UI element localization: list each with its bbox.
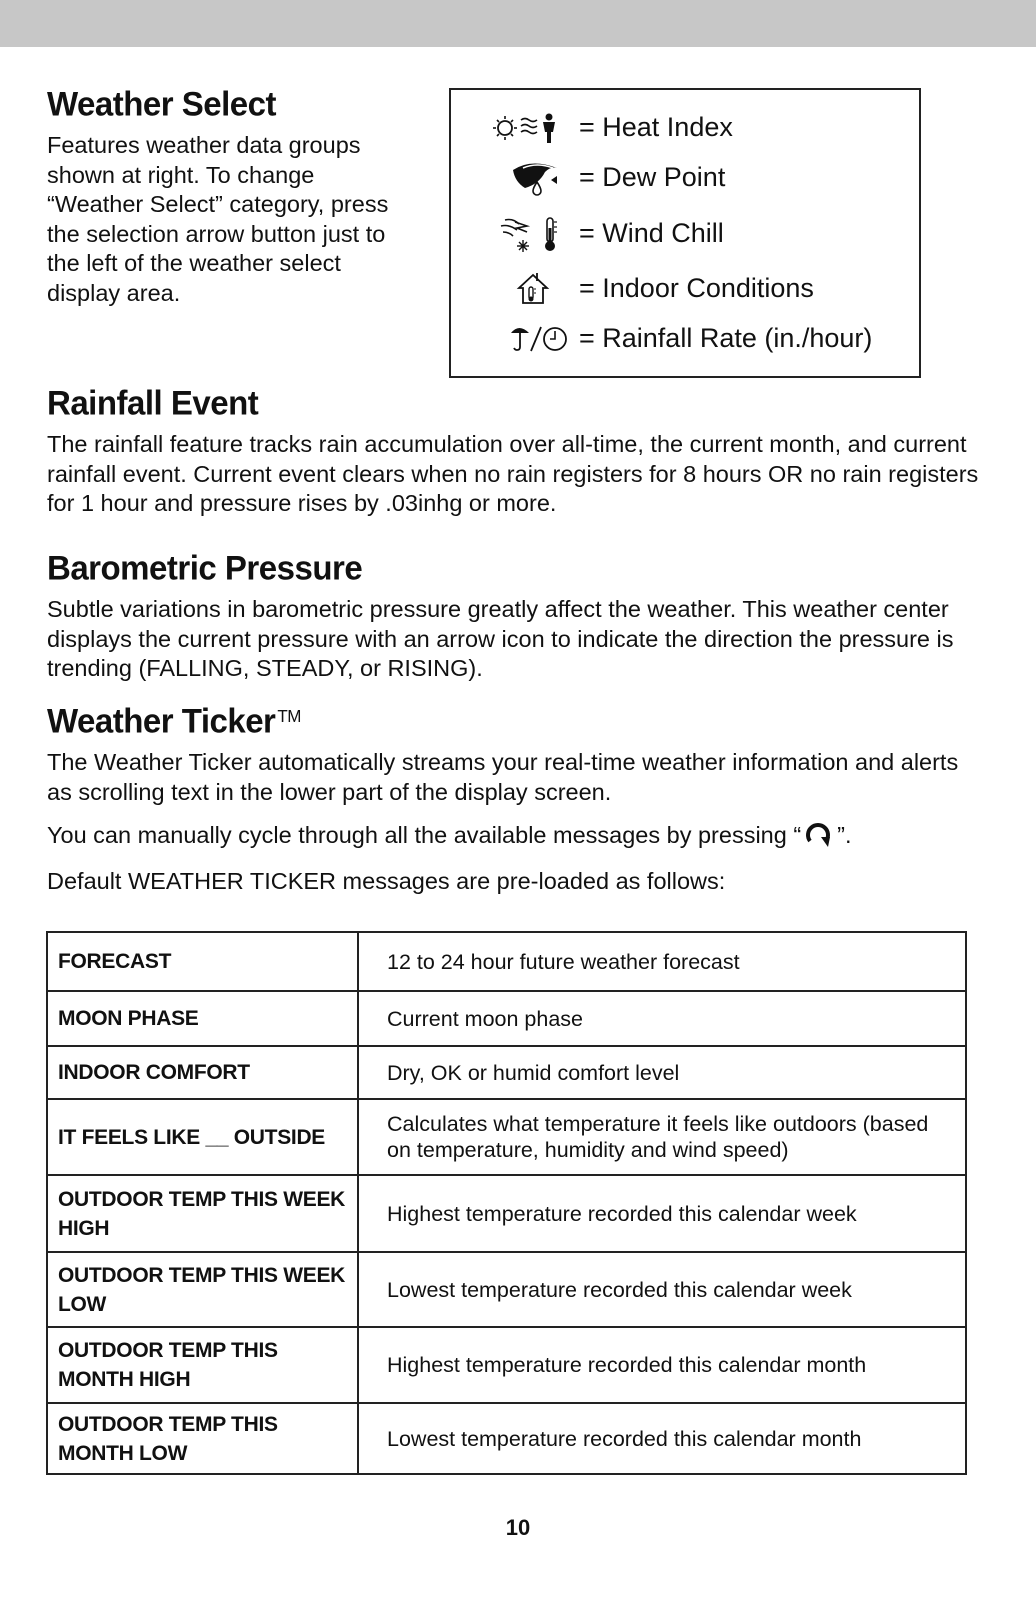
table-row <box>47 932 966 991</box>
barometric-pressure-heading: Barometric Pressure <box>47 548 363 587</box>
ticker-message-name: FORECAST <box>47 932 358 991</box>
table-row <box>47 1099 966 1175</box>
table-row <box>47 1327 966 1403</box>
rainfall-event-description: The rainfall feature tracks rain accumulation over all-time, the current month, and current rainfall event. Current event clears when no rain registers for 8 hours OR no rain registers for 1 hour and pressure rises by .03inhg or more. <box>47 431 979 517</box>
rainfall-event-heading: Rainfall Event <box>47 383 259 422</box>
legend-row-wind-chill <box>451 214 919 254</box>
legend-row-indoor-conditions <box>451 269 919 309</box>
ticker-message-name: OUTDOOR TEMP THIS WEEK HIGH <box>47 1175 358 1252</box>
wind-chill-icon <box>493 214 569 254</box>
cycle-text-after: ”. <box>837 822 852 848</box>
weather-ticker-title: Weather Ticker <box>47 701 276 740</box>
trademark-symbol: TM <box>277 706 301 727</box>
weather-ticker-default-messages-intro: Default WEATHER TICKER messages are pre-loaded as follows: <box>47 868 726 894</box>
ticker-message-name: OUTDOOR TEMP THIS WEEK LOW <box>47 1252 358 1327</box>
legend-heat-index-label: = Heat Index <box>579 112 733 142</box>
legend-row-heat-index <box>451 108 919 148</box>
legend-wind-chill-label: = Wind Chill <box>579 218 724 248</box>
table-row <box>47 991 966 1046</box>
legend-row-dew-point <box>451 158 919 198</box>
table-row <box>47 1046 966 1099</box>
ticker-message-name: INDOOR COMFORT <box>47 1046 358 1099</box>
table-row <box>47 1175 966 1252</box>
indoor-conditions-icon <box>493 269 569 309</box>
weather-ticker-heading <box>47 701 301 741</box>
ticker-message-name: OUTDOOR TEMP THIS MONTH HIGH <box>47 1327 358 1403</box>
legend-row-rainfall-rate <box>451 319 919 359</box>
legend-indoor-conditions-label: = Indoor Conditions <box>579 273 814 303</box>
ticker-message-description: Calculates what temperature it feels like outdoors (based on temperature, humidity and wind speed) <box>358 1099 966 1175</box>
barometric-pressure-description: Subtle variations in barometric pressure greatly affect the weather. This weather center displays the current pressure with an arrow icon to indicate the direction the pressure is trending (FALLING, STEADY, or RISING). <box>47 596 954 682</box>
page-number: 10 <box>505 1515 531 1540</box>
cycle-text-before: You can manually cycle through all the available messages by pressing “ <box>47 822 802 848</box>
ticker-message-description: Highest temperature recorded this calendar month <box>358 1327 966 1403</box>
ticker-message-name: OUTDOOR TEMP THIS MONTH LOW <box>47 1403 358 1474</box>
weather-ticker-description: The Weather Ticker automatically streams your real-time weather information and alerts as scrolling text in the lower part of the display screen. <box>47 749 959 805</box>
weather-ticker-messages-table <box>46 931 967 1475</box>
weather-select-description: Features weather data groups shown at right. To change “Weather Select” category, press the selection arrow button just to the left of the weather select display area. <box>47 132 389 306</box>
ticker-message-description: Highest temperature recorded this calendar week <box>358 1175 966 1252</box>
ticker-message-description: Lowest temperature recorded this calendar month <box>358 1403 966 1474</box>
ticker-message-name: IT FEELS LIKE __ OUTSIDE <box>47 1099 358 1175</box>
rainfall-rate-icon <box>493 319 569 359</box>
legend-dew-point-label: = Dew Point <box>579 162 726 192</box>
ticker-message-description: Current moon phase <box>358 991 966 1046</box>
cycle-arrow-icon <box>804 821 834 857</box>
header-bar <box>0 0 1036 47</box>
weather-select-legend <box>449 88 921 378</box>
ticker-message-description: 12 to 24 hour future weather forecast <box>358 932 966 991</box>
dew-point-icon <box>493 158 569 198</box>
table-row <box>47 1403 966 1474</box>
ticker-message-description: Dry, OK or humid comfort level <box>358 1046 966 1099</box>
ticker-message-description: Lowest temperature recorded this calendar week <box>358 1252 966 1327</box>
weather-select-heading: Weather Select <box>47 84 276 123</box>
table-row <box>47 1252 966 1327</box>
legend-rainfall-rate-label: = Rainfall Rate (in./hour) <box>579 323 873 353</box>
weather-ticker-cycle-instructions <box>47 821 1007 857</box>
heat-index-icon <box>493 108 569 148</box>
ticker-message-name: MOON PHASE <box>47 991 358 1046</box>
